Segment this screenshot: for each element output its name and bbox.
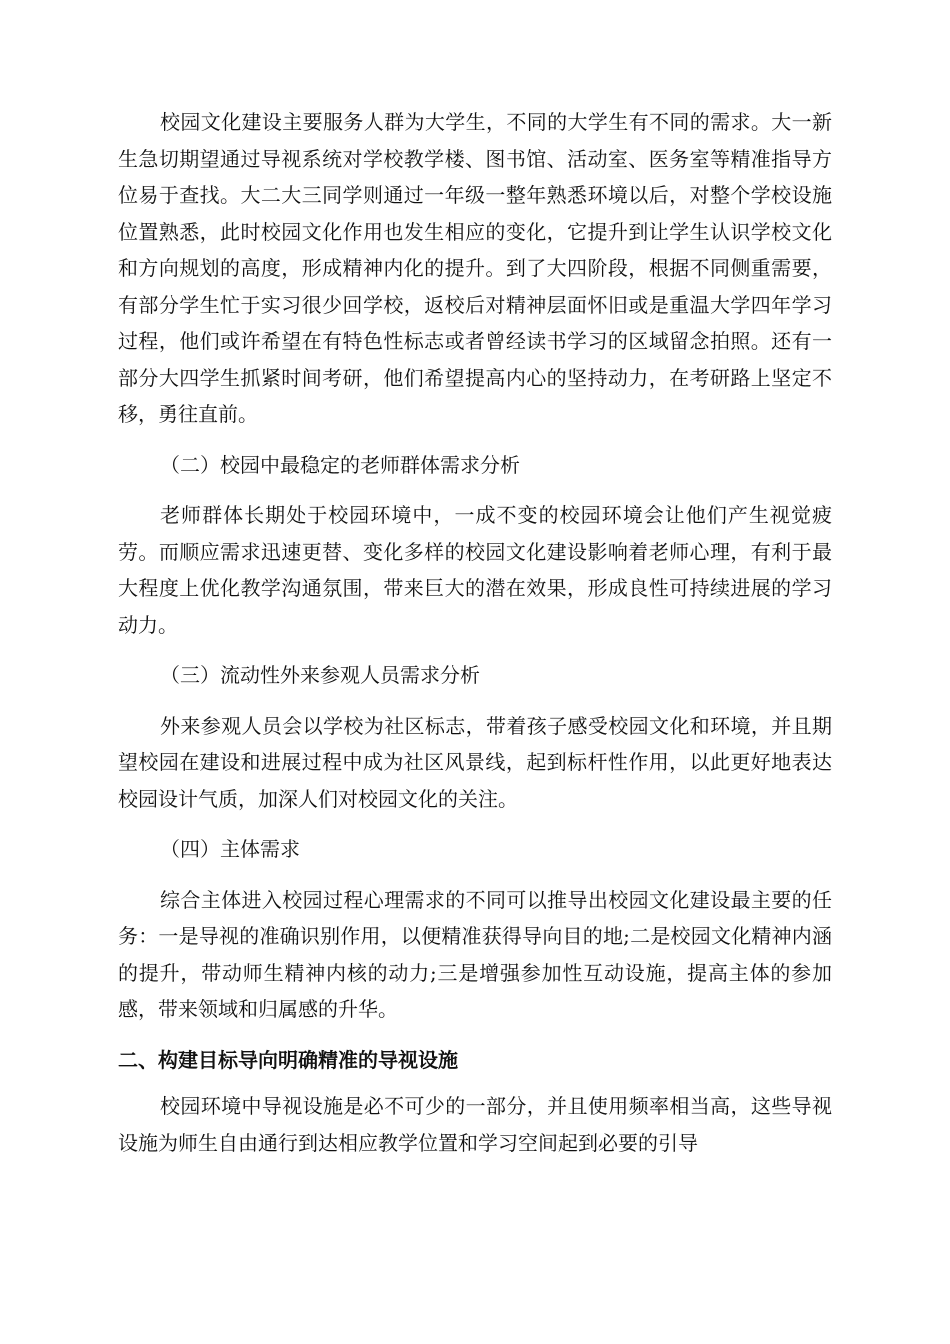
paragraph-visitor-needs: 外来参观人员会以学校为社区标志，带着孩子感受校园文化和环境，并且期望校园在建设和进展过程中成为社区风景线，起到标杆性作用，以此更好地表达校园设计气质，加深人们对校园文化的关注。 — [118, 713, 832, 811]
paragraph-main-needs: 综合主体进入校园过程心理需求的不同可以推导出校园文化建设最主要的任务：一是导视的准确识别作用，以便精准获得导向目的地;二是校园文化精神内涵的提升，带动师生精神内核的动力;三是增强参加性互动设施，提高主体的参加感，带来领域和归属感的升华。 — [118, 887, 832, 1021]
document-body — [118, 104, 832, 1161]
subheading-main-needs: （四）主体需求 — [160, 837, 300, 861]
section-heading-guidance: 二、构建目标导向明确精准的导视设施 — [118, 1047, 458, 1072]
subheading-teacher-needs: （二）校园中最稳定的老师群体需求分析 — [160, 452, 520, 477]
paragraph-guidance-facilities: 校园环境中导视设施是必不可少的一部分，并且使用频率相当高，这些导视设施为师生自由通行到达相应教学位置和学习空间起到必要的引导 — [118, 1094, 832, 1155]
paragraph-teacher-needs: 老师群体长期处于校园环境中，一成不变的校园环境会让他们产生视觉疲劳。而顺应需求迅速更替、变化多样的校园文化建设影响着老师心理，有利于最大程度上优化教学沟通氛围，带来巨大的潜在效果，形成良性可持续进展的学习动力。 — [118, 503, 832, 637]
subheading-visitor-needs: （三）流动性外来参观人员需求分析 — [160, 663, 480, 687]
paragraph-student-needs: 校园文化建设主要服务人群为大学生，不同的大学生有不同的需求。大一新生急切期望通过导视系统对学校教学楼、图书馆、活动室、医务室等精准指导方位易于查找。大二大三同学则通过一年级一整年熟悉环境以后，对整个学校设施位置熟悉，此时校园文化作用也发生相应的变化，它提升到让学生认识学校文化和方向规划的高度，形成精神内化的提升。到了大四阶段，根据不同侧重需要，有部分学生忙于实习很少回学校，返校后对精神层面怀旧或是重温大学四年学习过程，他们或许希望在有特色性标志或者曾经读书学习的区域留念拍照。还有一部分大四学生抓紧时间考研，他们希望提高内心的坚持动力，在考研路上坚定不移，勇往直前。 — [118, 110, 832, 426]
